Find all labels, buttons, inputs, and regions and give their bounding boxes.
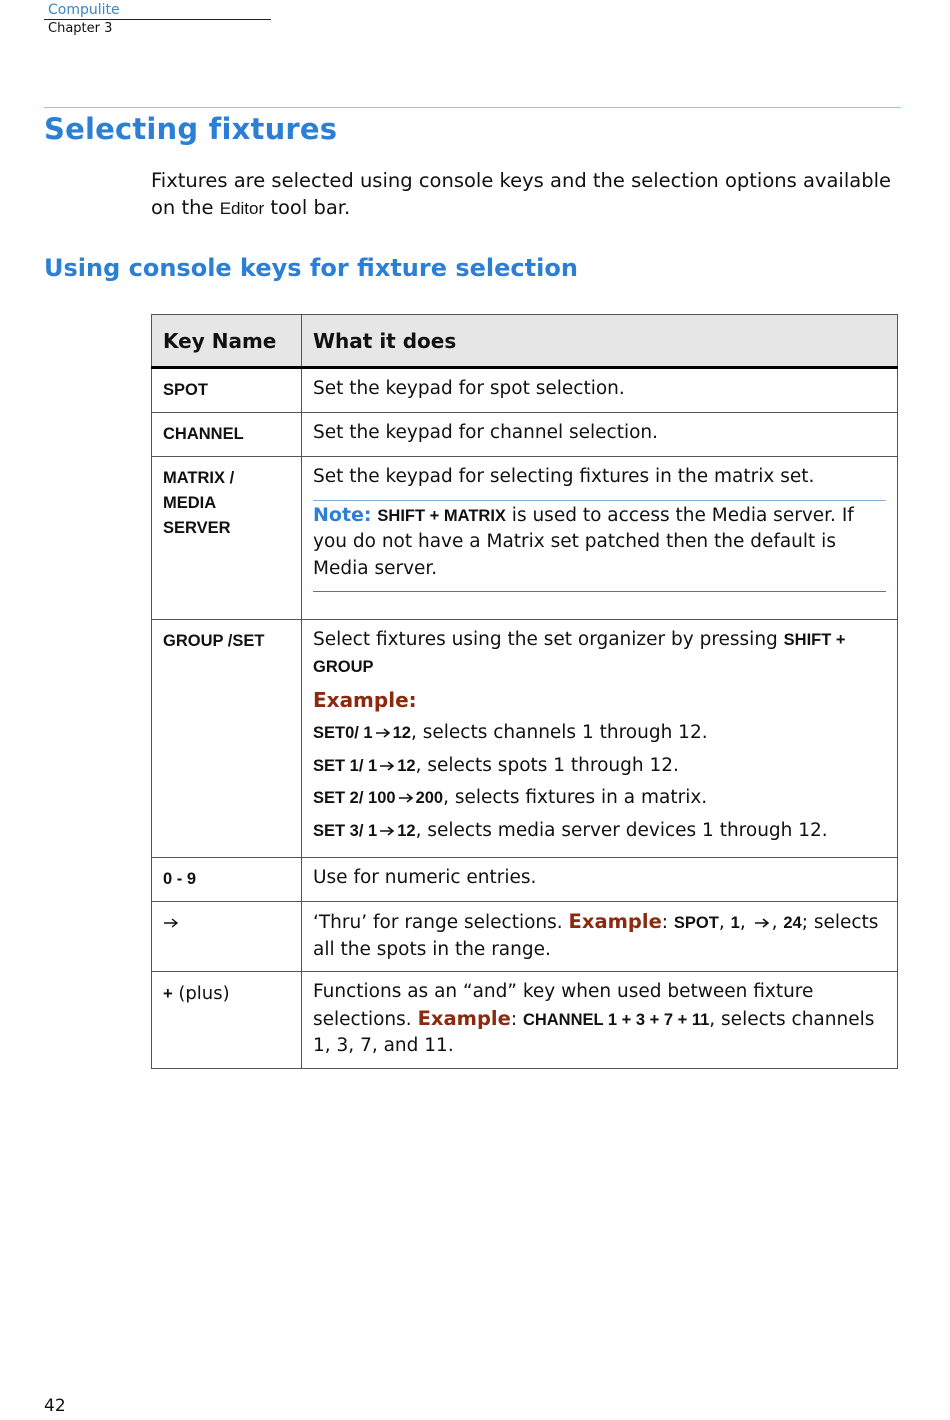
desc-thru (302, 902, 898, 972)
thru-desc-a: ‘Thru’ for range selections. (313, 912, 569, 933)
thru-key-spot: SPOT (673, 914, 719, 932)
table-row-thru (152, 902, 898, 972)
header-chapter: Chapter 3 (48, 21, 113, 36)
example-1-start: SET0/ 1 (313, 724, 373, 742)
intro-ui-term: Editor (219, 199, 265, 218)
subsection-title: Using console keys for fixture selection (44, 254, 578, 282)
table-row-group (152, 620, 898, 858)
note-box (313, 500, 886, 593)
example-3-start: SET 2/ 100 (313, 789, 396, 807)
example-line-2 (313, 753, 886, 780)
example-4-text: , selects media server devices 1 through 12. (415, 819, 828, 841)
key-channel: CHANNEL (152, 413, 302, 457)
header-what-it-does: What it does (302, 315, 898, 368)
plus-example-label: Example (417, 1006, 511, 1030)
table-row-plus (152, 972, 898, 1069)
table-row-matrix (152, 457, 898, 620)
key-matrix (152, 457, 302, 620)
plus-key-sequence: CHANNEL 1 + 3 + 7 + 11 (522, 1010, 710, 1029)
key-thru (152, 902, 302, 972)
thru-desc-b: ; selects all the spots in the range. (313, 912, 879, 960)
example-4-end: 12 (397, 821, 416, 840)
key-spot: SPOT (152, 368, 302, 413)
desc-group-text (313, 627, 886, 680)
intro-text-after: tool bar. (264, 196, 351, 219)
key-matrix-line-2: MEDIA (163, 494, 217, 512)
example-3-text: , selects fixtures in a matrix. (443, 787, 708, 808)
intro-paragraph (151, 167, 891, 222)
example-line-1 (313, 720, 886, 747)
thru-comma-3: , (771, 912, 784, 933)
key-matrix-line-3: SERVER (163, 519, 231, 537)
example-2-end: 12 (397, 756, 416, 775)
example-3-end: 200 (415, 789, 444, 807)
plus-symbol: + (163, 985, 173, 1003)
table-row-spot (152, 368, 898, 413)
key-plus (152, 972, 302, 1069)
thru-arrow-icon (398, 792, 414, 804)
example-2-start: SET 1/ 1 (313, 756, 378, 775)
key-digits: 0 - 9 (152, 858, 302, 902)
header-brand: Compulite (48, 2, 120, 18)
example-4-start: SET 3/ 1 (313, 821, 378, 840)
note-text: is used to access the Media server. If you do not have a Matrix set patched then the default is Media server. (313, 504, 854, 579)
table-row-channel (152, 413, 898, 457)
example-2-text: , selects spots 1 through 12. (415, 754, 679, 776)
desc-group (302, 620, 898, 858)
thru-comma-2: , (739, 912, 752, 933)
desc-digits: Use for numeric entries. (302, 858, 898, 902)
plus-desc-a: Functions as an “and” key when used between fixture selections. (313, 981, 814, 1030)
thru-arrow-icon (754, 917, 770, 929)
table-header-row (152, 315, 898, 368)
plus-sep: : (510, 1008, 523, 1030)
note-label: Note: (313, 503, 372, 526)
table-row-digits (152, 858, 898, 902)
desc-matrix-text: Set the keypad for selecting fixtures in the matrix set. (313, 466, 815, 487)
thru-key-1: 1 (730, 914, 740, 932)
example-heading: Example: (313, 688, 417, 712)
header-underline (44, 19, 271, 20)
thru-arrow-icon (379, 825, 395, 837)
example-line-4 (313, 818, 886, 845)
example-1-end: 12 (392, 724, 411, 742)
thru-example-label: Example (568, 910, 662, 933)
thru-arrow-icon (379, 760, 395, 772)
thru-arrow-icon (375, 727, 391, 739)
desc-channel: Set the keypad for channel selection. (302, 413, 898, 457)
console-keys-table (151, 314, 898, 1069)
thru-arrow-icon (163, 917, 179, 929)
desc-group-main: Select fixtures using the set organizer by pressing (313, 629, 784, 650)
example-line-3 (313, 785, 886, 812)
page-number: 42 (44, 1396, 66, 1416)
desc-spot: Set the keypad for spot selection. (302, 368, 898, 413)
key-matrix-line-1: MATRIX / (163, 469, 235, 487)
plus-desc-b: , selects channels 1, 3, 7, and 11. (313, 1008, 875, 1056)
thru-comma-1: , (718, 912, 731, 933)
thru-sep: : (661, 912, 674, 933)
header-key-name: Key Name (152, 315, 302, 368)
section-title: Selecting fixtures (44, 112, 338, 146)
note-key: SHIFT + MATRIX (377, 506, 506, 525)
example-1-text: , selects channels 1 through 12. (410, 722, 708, 743)
desc-group-key: SHIFT + GROUP (313, 631, 846, 676)
desc-plus (302, 972, 898, 1069)
intro-text-before: Fixtures are selected using console keys and the selection options available on the (151, 169, 891, 219)
desc-matrix (302, 457, 898, 620)
thru-key-24: 24 (783, 914, 802, 932)
plus-key-text: (plus) (172, 983, 230, 1004)
key-group: GROUP /SET (152, 620, 302, 858)
section-rule (44, 107, 901, 108)
